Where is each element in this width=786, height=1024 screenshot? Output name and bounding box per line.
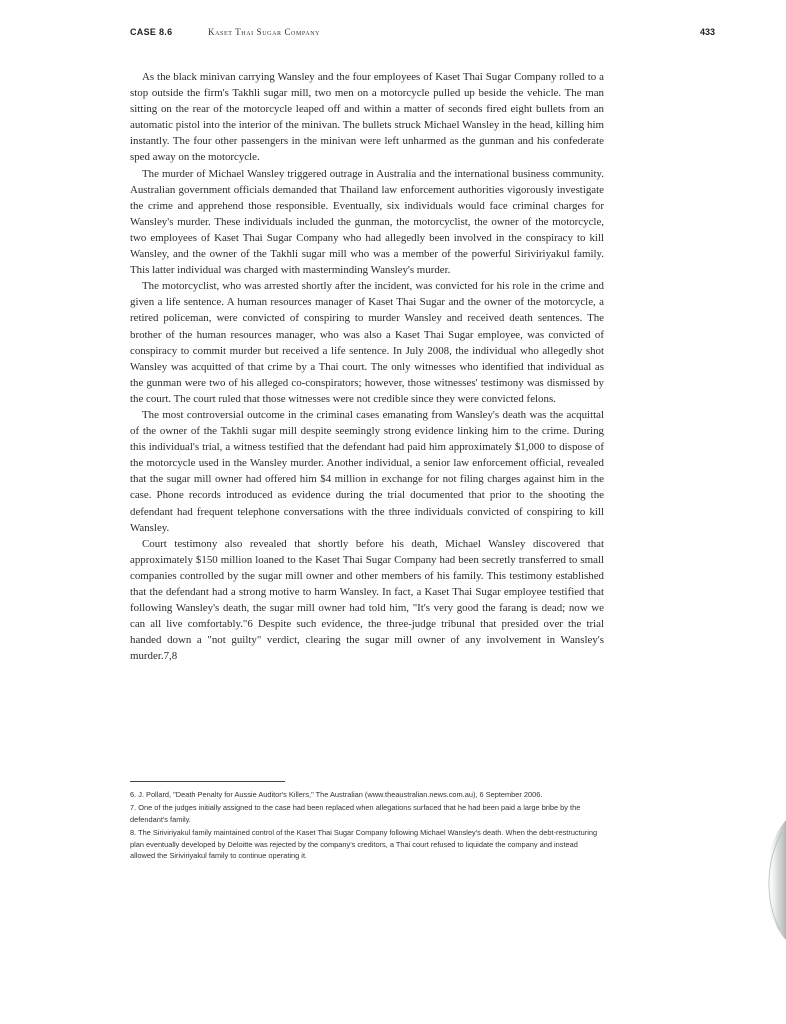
case-label: CASE 8.6 — [130, 27, 173, 37]
footnote: 8. The Siriviriyakul family maintained control of the Kaset Thai Sugar Company following Michael Wansley's death. When the debt-restructuring plan eventually developed by Deloitte was rejected by the company's creditors, a Thai court refused to liquidate the company and instead allowed the Siriviriyakul family to continue operating it. — [130, 828, 598, 861]
page-number: 433 — [699, 27, 715, 37]
footnote: 7. One of the judges initially assigned to the case had been replaced when allegations surfaced that he had been paid a large bribe by the defendant's family. — [130, 803, 581, 824]
footnote: 6. J. Pollard, "Death Penalty for Aussie Auditor's Killers," The Australian (www.theaustralian.news.com.au), 6 September 2006. — [130, 790, 543, 799]
paragraph: Court testimony also revealed that shortly before his death, Michael Wansley discovered that approximately $150 million loaned to the Kaset Thai Sugar Company had been secretly transferred to small companies controlled by the sugar mill owner and other members of his family. This testimony established that the defendant had a strong motive to harm Wansley. In fact, a Kaset Thai Sugar employee testified that following Wansley's death, the sugar mill owner had told him, "It's very good the farang is dead; now we can all live comfortably."6 Despite such evidence, the three-judge tribunal that presided over the trial handed down a "not guilty" verdict, clearing the sugar mill owner of any involvement in Wansley's murder.7,8 — [130, 537, 604, 663]
case-title: Kaset Thai Sugar Company — [208, 27, 321, 37]
paragraph: The murder of Michael Wansley triggered outrage in Australia and the international business community. Australian government officials demanded that Thailand law enforcement authorities vigorously investigate the crime and apprehend those responsible. Eventually, six individuals would face criminal charges for Wansley's murder. These individuals included the gunman, the motorcyclist, the owner of the motorcycle, two employees of Kaset Thai Sugar Company who had allegedly been involved in the conspiracy to kill Wansley, and the owner of the Takhli sugar mill who was a member of the powerful Siriviriyakul family. This latter individual was charged with masterminding Wansley's murder. — [130, 167, 604, 277]
body-text — [130, 69, 604, 664]
footnotes — [130, 789, 604, 863]
paragraph: The motorcyclist, who was arrested shortly after the incident, was convicted for his role in the crime and given a life sentence. A human resources manager of Kaset Thai Sugar and the owner of the motorcycle, a retired policeman, were convicted of conspiring to murder Wansley and received death sentences. The brother of the human resources manager, who was also a Kaset Thai Sugar employee, was convicted of conspiracy to commit murder but received a life sentence. In July 2008, the individual who allegedly shot Wansley was acquitted of that crime by a Thai court. The only witnesses who identified that individual as the gunman were two of his alleged co-conspirators; however, those witnesses' testimony was dismissed by the court. The court ruled that those witnesses were not credible since they were convicted felons. — [130, 280, 604, 405]
page-edge-shadow — [740, 820, 786, 940]
paragraph: As the black minivan carrying Wansley and the four employees of Kaset Thai Sugar Company rolled to a stop outside the firm's Takhli sugar mill, two men on a motorcycle pulled up beside the vehicle. The man sitting on the rear of the motorcycle leaped off and within a matter of seconds fired eight bullets from an automatic pistol into the interior of the minivan. The bullets struck Michael Wansley in the head, killing him instantly. The four other passengers in the minivan were left unharmed as the gunman and his confederate sped away on the motorcycle. — [130, 71, 604, 164]
footnote-divider — [130, 781, 285, 782]
running-header — [130, 27, 715, 43]
paragraph: The most controversial outcome in the criminal cases emanating from Wansley's death was the acquittal of the owner of the Takhli sugar mill despite seemingly strong evidence linking him to the crime. During this individual's trial, a witness testified that the defendant had paid him approximately $1,000 to dispose of the motorcycle used in the Wansley murder. Another individual, a senior law enforcement official, revealed that the sugar mill owner had offered him $4 million in exchange for not filing charges against him in the case. Phone records introduced as evidence during the trial documented that prior to the shooting the defendant had frequent telephone conversations with the three individuals convicted of conspiring to kill Wansley. — [130, 408, 604, 534]
